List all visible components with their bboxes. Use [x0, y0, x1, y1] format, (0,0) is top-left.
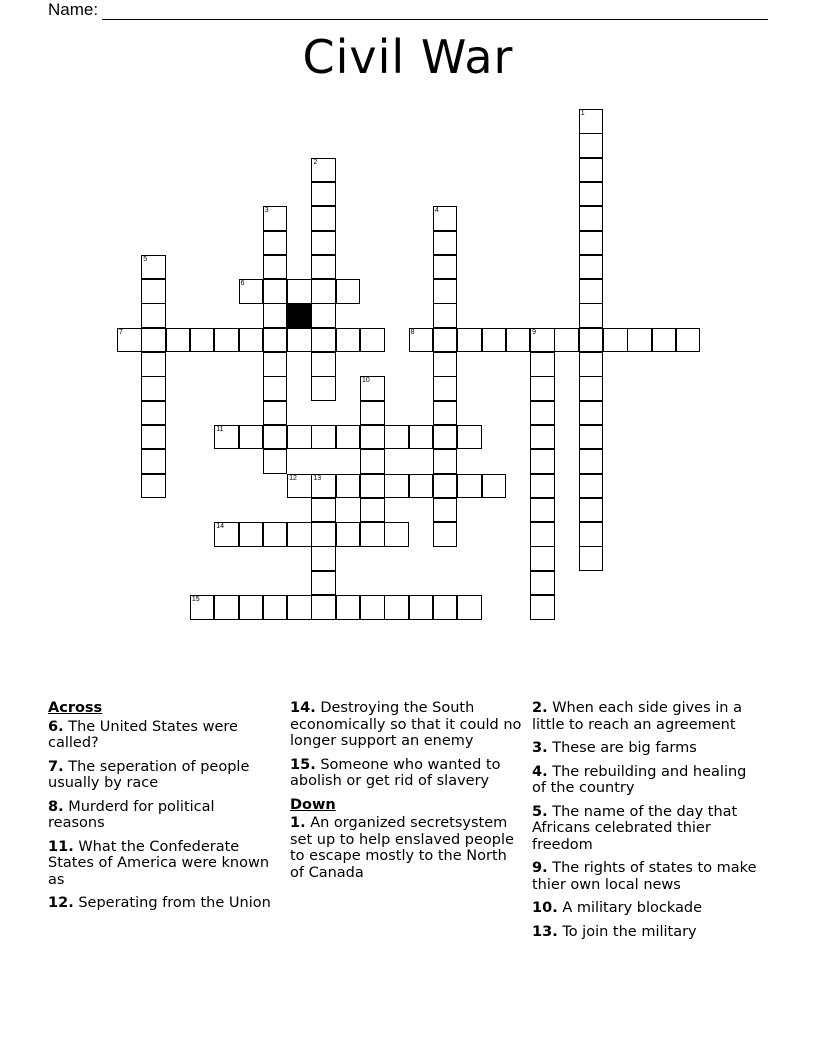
- grid-cell[interactable]: [433, 595, 458, 620]
- clue-text: When each side gives in a little to reach an agreement: [532, 700, 742, 733]
- clue-text: A military blockade: [562, 900, 703, 916]
- grid-cell[interactable]: [360, 376, 385, 401]
- grid-cell[interactable]: [336, 328, 361, 353]
- grid-cell[interactable]: [263, 425, 288, 450]
- grid-cell[interactable]: [336, 522, 361, 547]
- grid-cell[interactable]: [627, 328, 652, 353]
- grid-cell[interactable]: [311, 376, 336, 401]
- grid-cell[interactable]: [311, 255, 336, 280]
- clue-down-4: [532, 764, 762, 797]
- cell-number: 6: [240, 280, 245, 288]
- grid-cell[interactable]: [239, 425, 264, 450]
- grid-cell[interactable]: [433, 231, 458, 256]
- grid-cell[interactable]: [579, 449, 604, 474]
- grid-cell[interactable]: [263, 255, 288, 280]
- clue-dot: .: [542, 700, 548, 716]
- grid-cell[interactable]: [530, 595, 555, 620]
- grid-cell[interactable]: [336, 595, 361, 620]
- grid-cell[interactable]: [409, 474, 434, 499]
- clue-down-3: [532, 740, 762, 757]
- clue-dot: .: [68, 895, 74, 911]
- grid-cell[interactable]: [190, 595, 215, 620]
- grid-cell[interactable]: [530, 401, 555, 426]
- grid-cell[interactable]: [530, 474, 555, 499]
- grid-cell[interactable]: [239, 522, 264, 547]
- clue-text: Someone who wanted to abolish or get rid of slavery: [290, 756, 501, 789]
- grid-cell[interactable]: [311, 595, 336, 620]
- clue-text: Murderd for political reasons: [48, 798, 215, 831]
- grid-cell[interactable]: [530, 425, 555, 450]
- clue-down-10: [532, 900, 762, 917]
- cell-number: 7: [119, 328, 123, 336]
- clue-text: What the Confederate States of America were known as: [48, 838, 270, 888]
- clue-number: 14: [290, 700, 311, 716]
- grid-cell[interactable]: [433, 449, 458, 474]
- grid-cell[interactable]: [433, 352, 458, 377]
- cell-number: 12: [289, 474, 297, 482]
- grid-cell[interactable]: [579, 231, 604, 256]
- grid-cell[interactable]: [311, 206, 336, 231]
- grid-cell[interactable]: [384, 474, 409, 499]
- cell-number: 2: [313, 158, 318, 166]
- grid-cell[interactable]: [263, 206, 288, 231]
- grid-cell[interactable]: [287, 425, 312, 450]
- grid-cell[interactable]: [579, 522, 604, 547]
- grid-cell[interactable]: [141, 303, 166, 328]
- grid-cell[interactable]: [457, 474, 482, 499]
- cell-number: 10: [362, 377, 370, 385]
- grid-cell[interactable]: [579, 328, 604, 353]
- clue-dot: .: [310, 756, 316, 773]
- grid-cell[interactable]: [263, 595, 288, 620]
- clue-number: 15: [290, 756, 311, 773]
- grid-cell[interactable]: [457, 595, 482, 620]
- clue-text: Destroying the South economically so that it could no longer support an enemy: [290, 700, 522, 749]
- clue-down-13: [532, 924, 762, 941]
- clue-across-7: [48, 759, 273, 792]
- grid-cell[interactable]: [579, 206, 604, 231]
- grid-cell[interactable]: [311, 352, 336, 377]
- clue-dot: .: [552, 900, 558, 916]
- grid-cell[interactable]: [311, 498, 336, 523]
- grid-cell[interactable]: [311, 182, 336, 207]
- clue-down-1: [290, 815, 522, 881]
- clue-dot: .: [542, 763, 548, 780]
- clue-number: 11: [48, 838, 69, 855]
- grid-cell[interactable]: [287, 279, 312, 304]
- grid-cell[interactable]: [530, 498, 555, 523]
- clue-across-11: [48, 839, 273, 889]
- grid-cell[interactable]: [311, 474, 336, 499]
- clue-text: An organized secretsystem set up to help enslaved people to escape mostly to the North of Canada: [290, 815, 514, 881]
- grid-cell[interactable]: [409, 328, 434, 353]
- cell-number: 13: [313, 474, 322, 482]
- clues-column-1: [48, 700, 273, 919]
- down-heading: Down: [290, 796, 336, 813]
- clue-down-5: [532, 804, 762, 854]
- grid-cell[interactable]: [433, 474, 458, 499]
- grid-cell[interactable]: [433, 279, 458, 304]
- clue-across-6: [48, 719, 273, 752]
- grid-cell[interactable]: [360, 328, 385, 353]
- clue-down-9: [532, 860, 762, 893]
- grid-cell[interactable]: [433, 522, 458, 547]
- grid-cell[interactable]: [360, 425, 385, 450]
- grid-cell[interactable]: [263, 352, 288, 377]
- grid-cell[interactable]: [263, 401, 288, 426]
- grid-cell[interactable]: [263, 231, 288, 256]
- clue-dot: .: [542, 740, 548, 756]
- clues-column-2: [290, 700, 522, 888]
- grid-cell[interactable]: [579, 425, 604, 450]
- grid-cell[interactable]: [384, 425, 409, 450]
- clue-dot: .: [58, 718, 64, 735]
- cell-number: 15: [191, 596, 200, 603]
- grid-cell[interactable]: [530, 376, 555, 401]
- clue-dot: .: [552, 923, 558, 940]
- grid-cell[interactable]: [287, 328, 312, 353]
- grid-cell[interactable]: [263, 303, 288, 328]
- clue-number: 5: [532, 803, 543, 820]
- clue-dot: .: [310, 700, 316, 716]
- clue-dot: .: [542, 803, 548, 820]
- grid-cell[interactable]: [482, 328, 507, 353]
- grid-cell[interactable]: [360, 595, 385, 620]
- clue-across-12: [48, 895, 273, 912]
- clue-down-2: [532, 700, 762, 733]
- grid-cell[interactable]: [311, 231, 336, 256]
- clue-number: 8: [48, 798, 59, 815]
- grid-cell[interactable]: [530, 546, 555, 571]
- grid-cell[interactable]: [311, 546, 336, 571]
- grid-cell[interactable]: [263, 449, 288, 474]
- clue-text: Seperating from the Union: [78, 895, 271, 911]
- cell-number: 8: [410, 328, 415, 336]
- across-heading: Across: [48, 700, 103, 716]
- grid-cell[interactable]: [239, 328, 264, 353]
- grid-cell[interactable]: [117, 328, 142, 353]
- grid-cell[interactable]: [263, 328, 288, 353]
- grid-cell[interactable]: [263, 279, 288, 304]
- clue-text: The rebuilding and healing of the country: [532, 763, 747, 796]
- clue-text: The United States were called?: [48, 718, 238, 751]
- grid-cell[interactable]: [579, 376, 604, 401]
- cell-number: 1: [580, 110, 585, 117]
- grid-cell[interactable]: [530, 571, 555, 596]
- clue-across-8: [48, 799, 273, 832]
- clue-text: The seperation of people usually by race: [48, 758, 250, 791]
- clue-number: 2: [532, 700, 543, 716]
- grid-cell[interactable]: [482, 474, 507, 499]
- grid-cell[interactable]: [214, 595, 239, 620]
- clue-number: 3: [532, 740, 543, 756]
- grid-cell[interactable]: [336, 279, 361, 304]
- clue-dot: .: [58, 758, 64, 775]
- grid-cell[interactable]: [409, 425, 434, 450]
- grid-cell[interactable]: [214, 328, 239, 353]
- grid-cell[interactable]: [311, 571, 336, 596]
- grid-cell[interactable]: [311, 279, 336, 304]
- clue-text: The name of the day that Africans celebrated thier freedom: [532, 803, 738, 853]
- grid-cell[interactable]: [263, 522, 288, 547]
- grid-cell[interactable]: [214, 425, 239, 450]
- clue-number: 4: [532, 763, 543, 780]
- grid-cell[interactable]: [360, 474, 385, 499]
- clue-across-15: [290, 757, 522, 790]
- grid-cell[interactable]: [603, 328, 628, 353]
- grid-cell[interactable]: [579, 303, 604, 328]
- grid-cell[interactable]: [287, 522, 312, 547]
- grid-cell[interactable]: [360, 401, 385, 426]
- clue-text: The rights of states to make thier own local news: [532, 860, 757, 893]
- cell-number: 5: [143, 255, 148, 263]
- cell-number: 11: [216, 425, 224, 433]
- grid-cell[interactable]: [457, 425, 482, 450]
- grid-cell[interactable]: [141, 449, 166, 474]
- clue-dot: .: [542, 860, 548, 876]
- grid-cell[interactable]: [433, 255, 458, 280]
- grid-cell[interactable]: [433, 376, 458, 401]
- grid-cell[interactable]: [530, 328, 555, 353]
- grid-cell[interactable]: [579, 133, 604, 158]
- grid-cell[interactable]: [166, 328, 191, 353]
- cell-number: 4: [434, 207, 439, 215]
- grid-cell[interactable]: [433, 401, 458, 426]
- clue-number: 13: [532, 923, 553, 940]
- grid-cell[interactable]: [579, 279, 604, 304]
- grid-cell[interactable]: [311, 158, 336, 183]
- grid-cell[interactable]: [579, 498, 604, 523]
- grid-cell[interactable]: [433, 425, 458, 450]
- clue-number: 9: [532, 860, 543, 876]
- grid-cell[interactable]: [676, 328, 701, 353]
- grid-cell[interactable]: [409, 595, 434, 620]
- clue-number: 1: [290, 815, 301, 831]
- clues-column-3: [532, 700, 762, 947]
- grid-cell[interactable]: [336, 425, 361, 450]
- name-label: Name:: [48, 0, 99, 19]
- grid-cell[interactable]: [360, 449, 385, 474]
- grid-cell[interactable]: [530, 449, 555, 474]
- clue-number: 12: [48, 895, 69, 911]
- grid-cell[interactable]: [311, 425, 336, 450]
- grid-cell[interactable]: [141, 279, 166, 304]
- grid-cell[interactable]: [579, 255, 604, 280]
- clue-dot: .: [58, 798, 64, 815]
- black-square: [287, 303, 312, 328]
- cell-number: 14: [216, 523, 224, 531]
- grid-cell[interactable]: [579, 158, 604, 183]
- grid-cell[interactable]: [287, 595, 312, 620]
- grid-cell[interactable]: [530, 522, 555, 547]
- grid-cell[interactable]: [384, 595, 409, 620]
- grid-cell[interactable]: [311, 522, 336, 547]
- clue-across-14: [290, 700, 522, 750]
- puzzle-title: Civil War: [302, 30, 514, 84]
- grid-cell[interactable]: [554, 328, 579, 353]
- grid-cell[interactable]: [433, 206, 458, 231]
- clue-number: 6: [48, 718, 59, 735]
- grid-cell[interactable]: [579, 401, 604, 426]
- clue-dot: .: [300, 815, 306, 831]
- grid-cell[interactable]: [579, 352, 604, 377]
- grid-cell[interactable]: [652, 328, 677, 353]
- grid-cell[interactable]: [141, 328, 166, 353]
- grid-cell[interactable]: [141, 352, 166, 377]
- grid-cell[interactable]: [141, 474, 166, 499]
- grid-cell[interactable]: [336, 474, 361, 499]
- grid-cell[interactable]: [433, 303, 458, 328]
- grid-cell[interactable]: [579, 182, 604, 207]
- grid-cell[interactable]: [433, 328, 458, 353]
- grid-cell[interactable]: [506, 328, 531, 353]
- clue-text: To join the military: [562, 923, 697, 940]
- cell-number: 9: [532, 328, 536, 336]
- grid-cell[interactable]: [141, 401, 166, 426]
- cell-number: 3: [264, 207, 269, 215]
- grid-cell[interactable]: [141, 376, 166, 401]
- grid-cell[interactable]: [239, 595, 264, 620]
- clue-text: These are big farms: [552, 740, 697, 756]
- grid-cell[interactable]: [141, 425, 166, 450]
- grid-cell[interactable]: [263, 376, 288, 401]
- grid-cell[interactable]: [579, 474, 604, 499]
- grid-cell[interactable]: [579, 546, 604, 571]
- grid-cell[interactable]: [190, 328, 215, 353]
- grid-cell[interactable]: [457, 328, 482, 353]
- clue-dot: .: [68, 838, 74, 855]
- grid-cell[interactable]: [530, 352, 555, 377]
- grid-cell[interactable]: [141, 255, 166, 280]
- grid-cell[interactable]: [433, 498, 458, 523]
- clue-number: 10: [532, 900, 553, 916]
- grid-cell[interactable]: [214, 522, 239, 547]
- grid-cell[interactable]: [239, 279, 264, 304]
- grid-cell[interactable]: [384, 522, 409, 547]
- grid-cell[interactable]: [311, 303, 336, 328]
- clue-number: 7: [48, 758, 59, 775]
- grid-cell[interactable]: [360, 498, 385, 523]
- grid-cell[interactable]: [287, 474, 312, 499]
- grid-cell[interactable]: [311, 328, 336, 353]
- grid-cell[interactable]: [579, 109, 604, 134]
- grid-cell[interactable]: [360, 522, 385, 547]
